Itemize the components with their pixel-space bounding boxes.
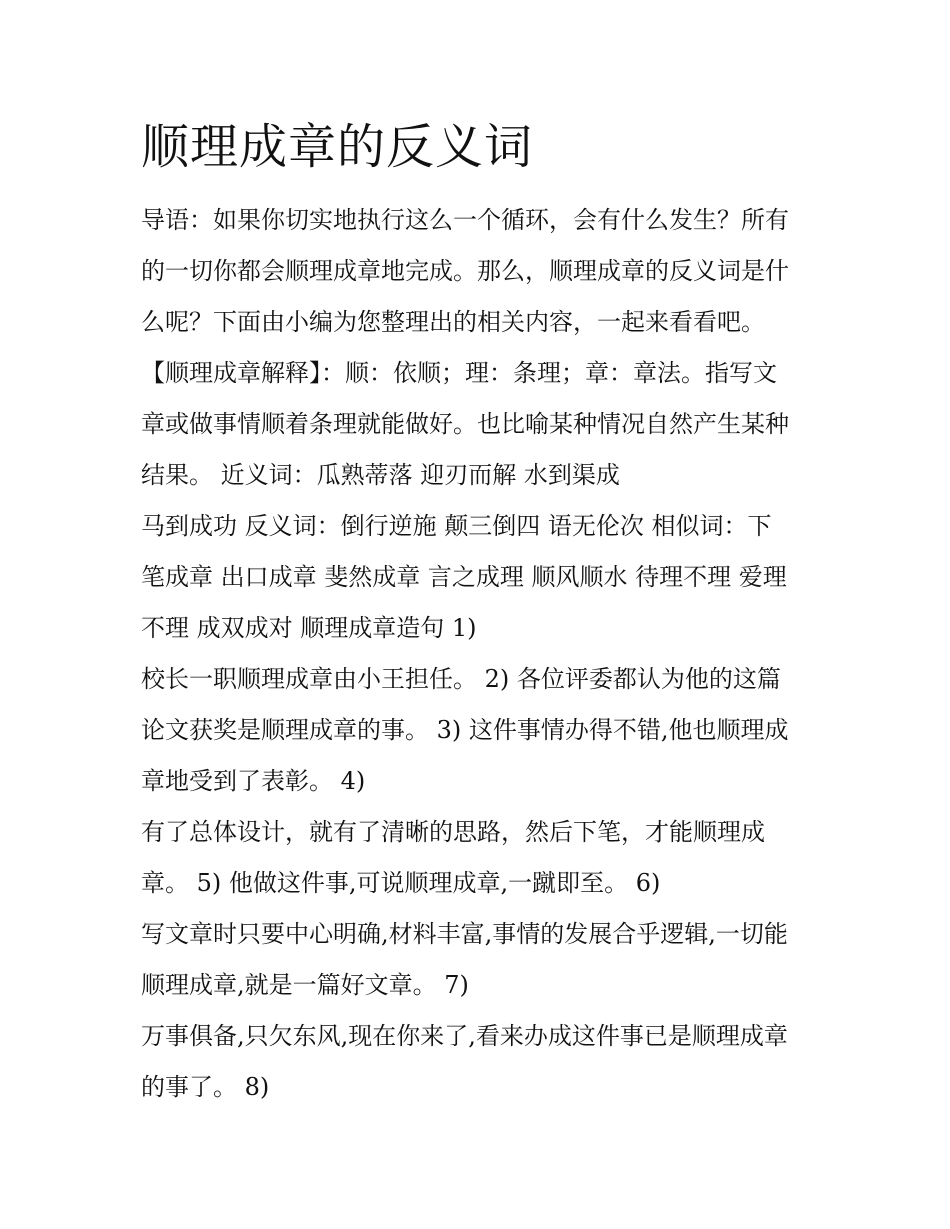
page-title: 顺理成章的反义词: [141, 119, 534, 175]
paragraph-line: 章或做事情顺着条理就能做好。也比喻某种情况自然产生某种: [141, 410, 789, 438]
paragraph-line: 的一切你都会顺理成章地完成。那么，顺理成章的反义词是什: [141, 257, 789, 285]
paragraph-line: 顺理成章,就是一篇好文章。 7): [141, 971, 469, 999]
paragraph-line: 章。 5) 他做这件事,可说顺理成章,一蹴即至。 6): [141, 869, 661, 897]
paragraph-line: 不理 成双成对 顺理成章造句 1): [141, 614, 477, 642]
paragraph-line: 笔成章 出口成章 斐然成章 言之成理 顺风顺水 待理不理 爱理: [141, 563, 787, 591]
paragraph-line: 论文获奖是顺理成章的事。 3) 这件事情办得不错,他也顺理成: [141, 716, 789, 744]
paragraph-line: 导语：如果你切实地执行这么一个循环，会有什么发生？所有: [141, 206, 789, 234]
paragraph-line: 校长一职顺理成章由小王担任。 2) 各位评委都认为他的这篇: [141, 665, 781, 693]
paragraph-line: 万事俱备,只欠东风,现在你来了,看来办成这件事已是顺理成章: [141, 1022, 788, 1050]
paragraph-line: 的事了。 8): [141, 1073, 270, 1101]
paragraph-line: 有了总体设计，就有了清晰的思路，然后下笔，才能顺理成: [141, 818, 765, 846]
paragraph-line: 结果。 近义词：瓜熟蒂落 迎刃而解 水到渠成: [141, 461, 620, 489]
paragraph-line: 章地受到了表彰。 4): [141, 767, 366, 795]
paragraph-line: 写文章时只要中心明确,材料丰富,事情的发展合乎逻辑,一切能: [141, 920, 788, 948]
paragraph-line: 马到成功 反义词：倒行逆施 颠三倒四 语无伦次 相似词：下: [141, 512, 772, 540]
paragraph-line: 么呢？下面由小编为您整理出的相关内容，一起来看看吧。: [141, 308, 765, 336]
paragraph-line: 【顺理成章解释】：顺：依顺；理：条理；章：章法。指写文: [141, 359, 777, 387]
